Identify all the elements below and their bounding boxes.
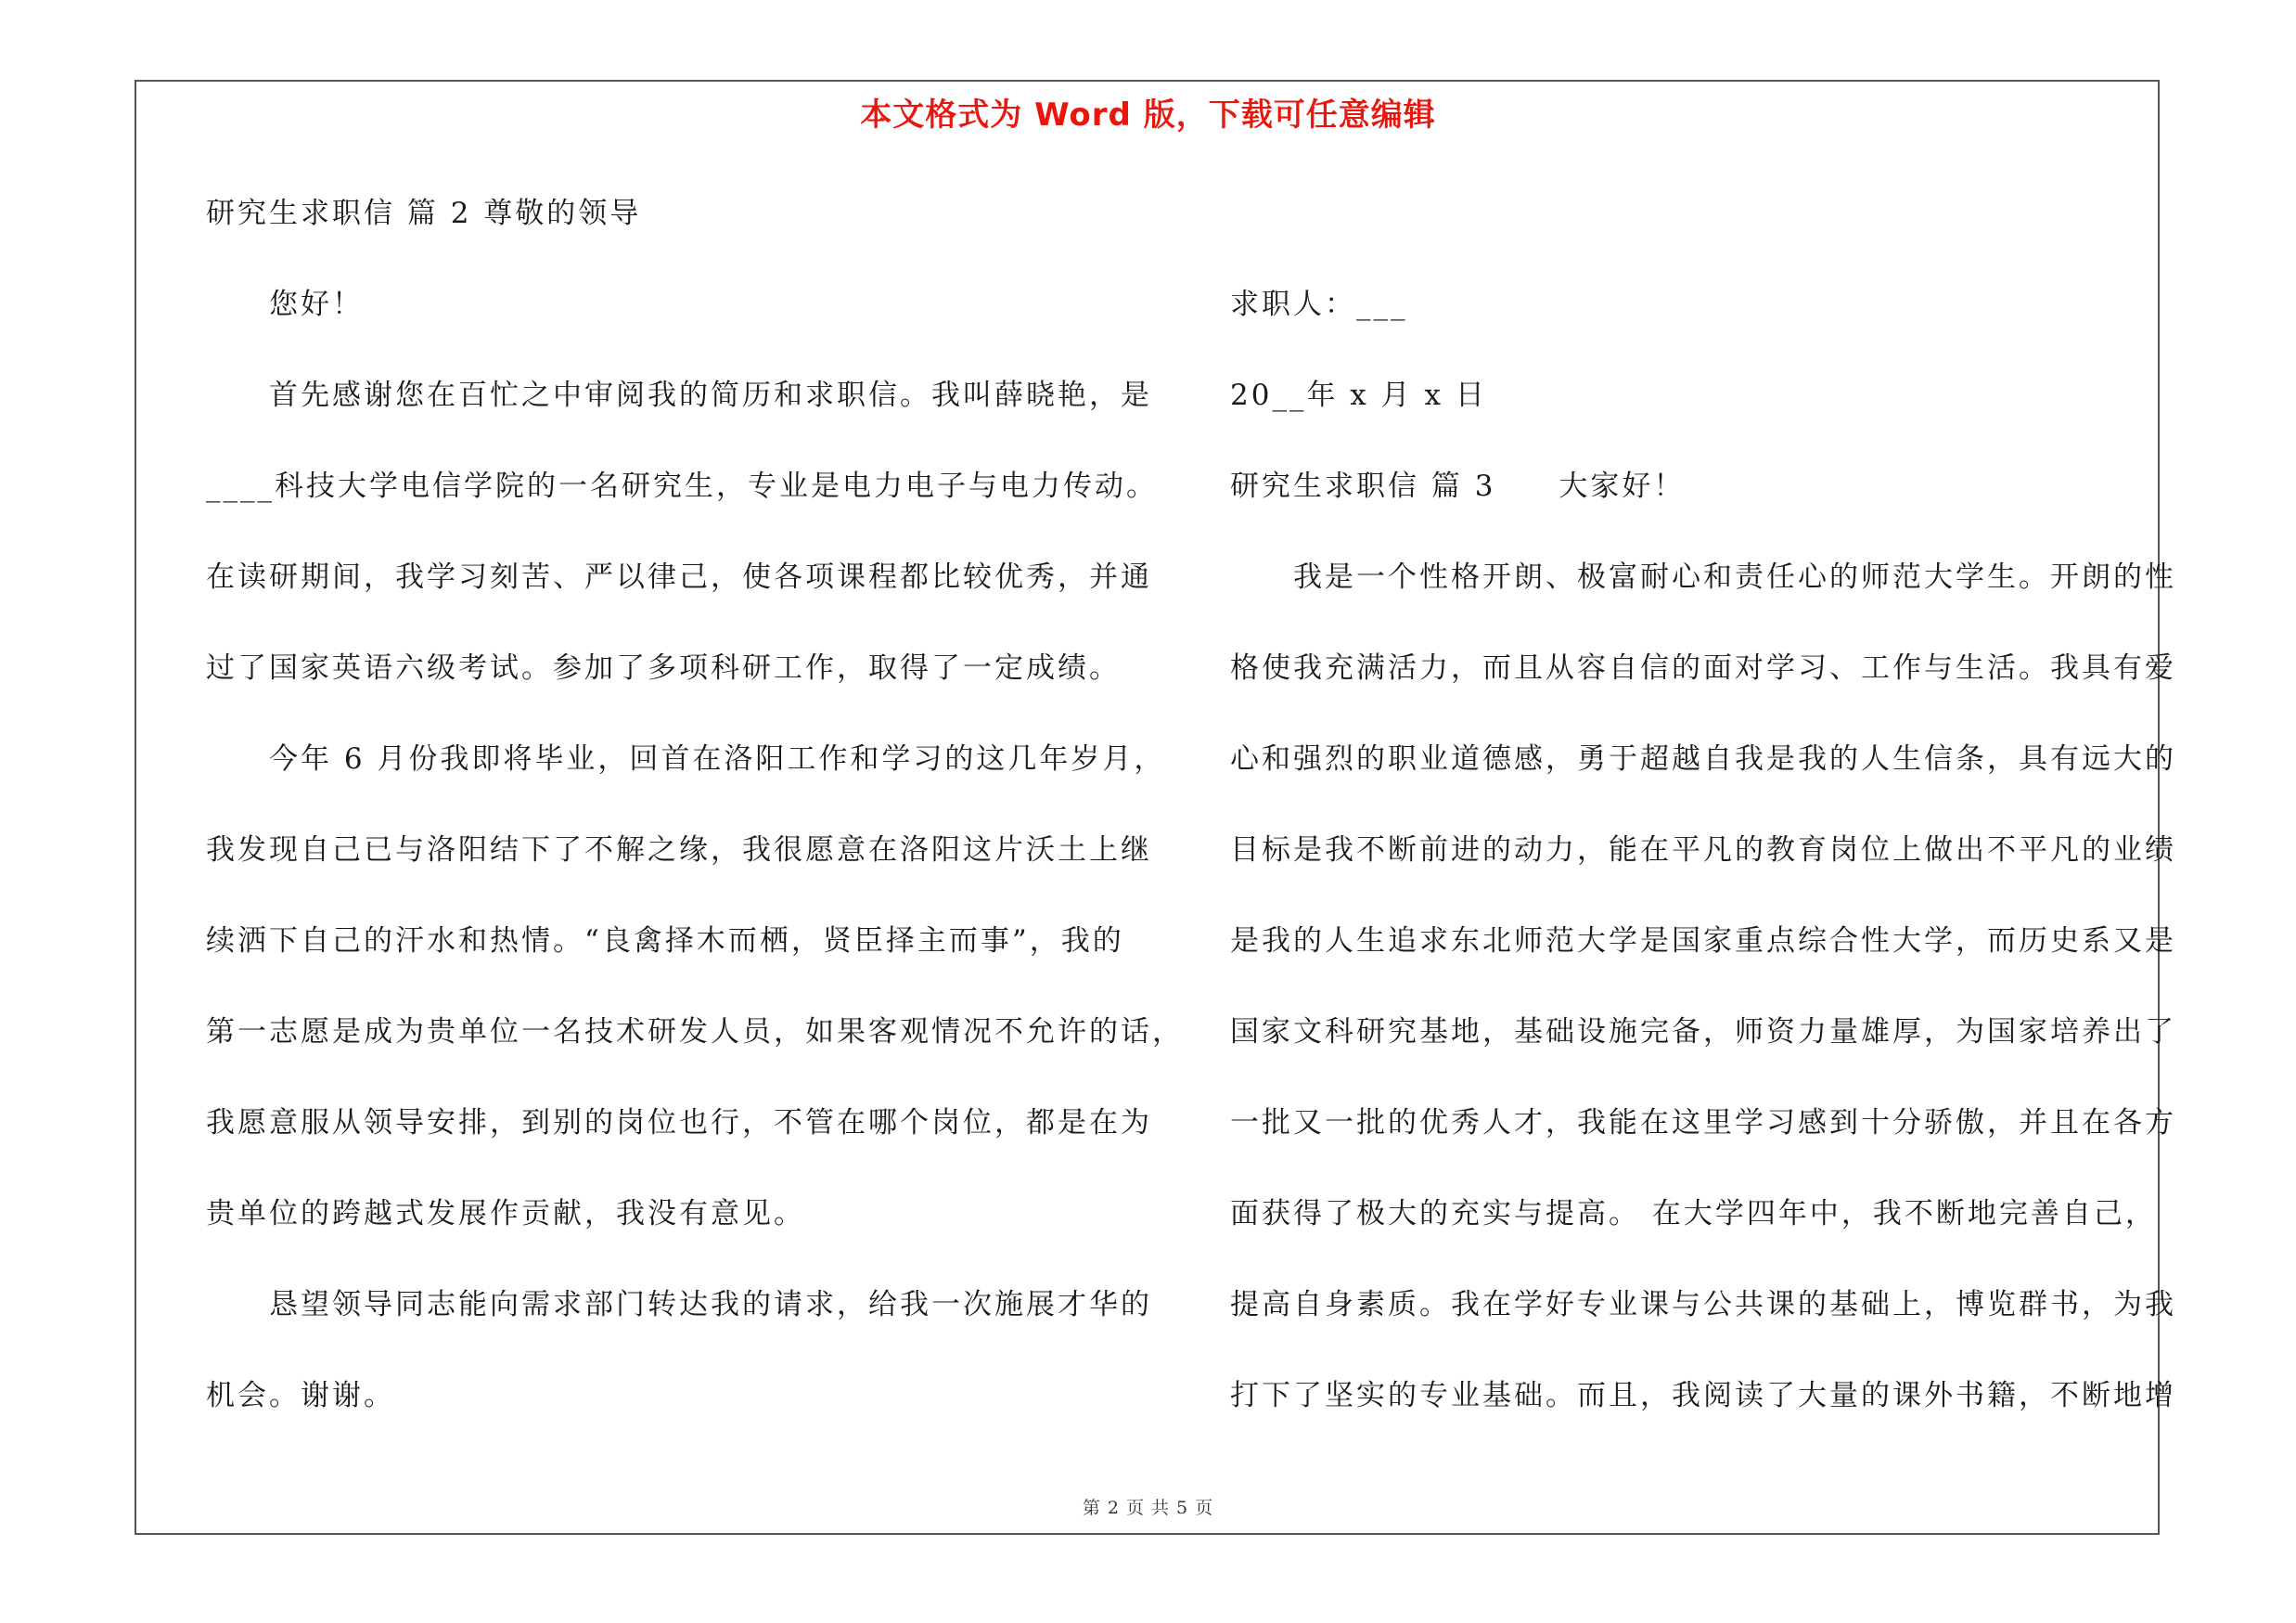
paragraph-line: 续洒下自己的汗水和热情。“良禽择木而栖，贤臣择主而事”，我的 xyxy=(206,924,1124,958)
letter-heading: 研究生求职信 篇 3 大家好！ xyxy=(1230,470,1686,503)
paragraph-line: 今年 6 月份我即将毕业，回首在洛阳工作和学习的这几年岁月， xyxy=(269,742,1166,776)
letter-date: 20__年 x 月 x 日 xyxy=(1230,379,1487,412)
paragraph-line: 我愿意服从领导安排，到别的岗位也行，不管在哪个岗位，都是在为 xyxy=(206,1106,1152,1140)
paragraph-line: 贵单位的跨越式发展作贡献，我没有意见。 xyxy=(206,1197,805,1230)
applicant-signature: 求职人：___ xyxy=(1230,288,1408,321)
paragraph-line: 恳望领导同志能向需求部门转达我的请求，给我一次施展才华的 xyxy=(269,1288,1152,1321)
page-number: 第 2 页 共 5 页 xyxy=(1082,1498,1214,1518)
salutation: 您好！ xyxy=(269,288,364,321)
paragraph-line: 提高自身素质。我在学好专业课与公共课的基础上，博览群书，为我 xyxy=(1230,1288,2176,1321)
paragraph-line: 过了国家英语六级考试。参加了多项科研工作，取得了一定成绩。 xyxy=(206,651,1121,685)
paragraph-line: 目标是我不断前进的动力，能在平凡的教育岗位上做出不平凡的业绩 xyxy=(1230,833,2176,867)
letter-heading: 研究生求职信 篇 2 尊敬的领导 xyxy=(206,197,642,230)
paragraph-line: 打下了坚实的专业基础。而且，我阅读了大量的课外书籍，不断地增 xyxy=(1230,1379,2176,1412)
paragraph-line: 国家文科研究基地，基础设施完备，师资力量雄厚，为国家培养出了 xyxy=(1230,1015,2176,1049)
paragraph-line: 面获得了极大的充实与提高。 在大学四年中，我不断地完善自己， xyxy=(1230,1197,2157,1230)
paragraph-line: 格使我充满活力，而且从容自信的面对学习、工作与生活。我具有爱 xyxy=(1230,651,2176,685)
paragraph-line: ____科技大学电信学院的一名研究生，专业是电力电子与电力传动。 xyxy=(206,470,1158,503)
paragraph-line: 首先感谢您在百忙之中审阅我的简历和求职信。我叫薛晓艳，是 xyxy=(269,379,1152,412)
paragraph-line: 在读研期间，我学习刻苦、严以律己，使各项课程都比较优秀，并通 xyxy=(206,560,1152,594)
paragraph-line: 心和强烈的职业道德感，勇于超越自我是我的人生信条，具有远大的 xyxy=(1230,742,2176,776)
paragraph-line: 机会。谢谢。 xyxy=(206,1379,395,1412)
paragraph-line: 我是一个性格开朗、极富耐心和责任心的师范大学生。开朗的性 xyxy=(1293,560,2176,594)
format-banner: 本文格式为 Word 版，下载可任意编辑 xyxy=(860,97,1436,134)
paragraph-line: 一批又一批的优秀人才，我能在这里学习感到十分骄傲，并且在各方 xyxy=(1230,1106,2176,1140)
paragraph-line: 我发现自己已与洛阳结下了不解之缘，我很愿意在洛阳这片沃土上继 xyxy=(206,833,1152,867)
paragraph-line: 是我的人生追求东北师范大学是国家重点综合性大学，而历史系又是 xyxy=(1230,924,2176,958)
paragraph-line: 第一志愿是成为贵单位一名技术研发人员，如果客观情况不允许的话， xyxy=(206,1015,1184,1049)
